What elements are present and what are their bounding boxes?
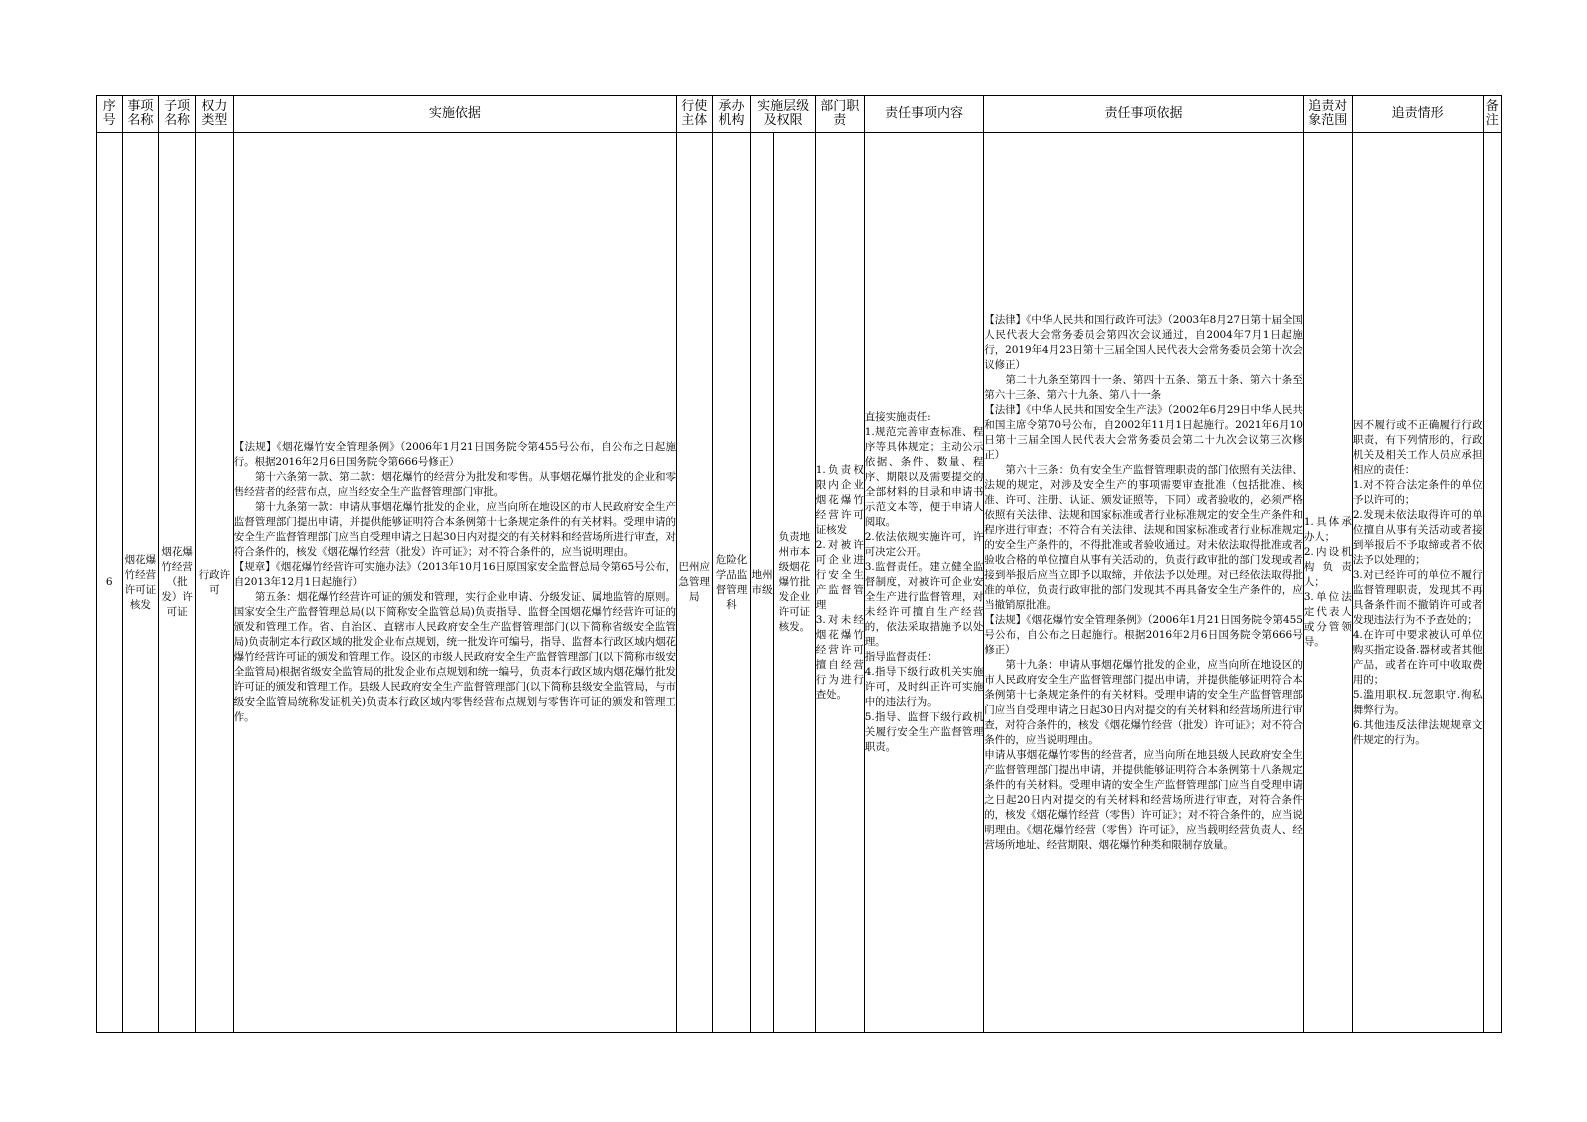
- header-accountability-scope: 追责对象范围: [1303, 96, 1352, 133]
- cell-subject: 巴州应急管理局: [676, 133, 712, 1033]
- cell-power-type: 行政许可: [196, 133, 234, 1033]
- header-resp-content: 责任事项内容: [864, 96, 983, 133]
- cell-resp-content: 直接实施责任: 1.规范完善审查标准、程序等具体规定；主动公示依据、条件、数量、程序、期限以及需要提交的全部材料的目录和申请书示范文本等，便于申请人阅取。 2.依法依规实施许可，许可决定公开。 3.监督责任。建立健全监督制度，对被许可企业安全生产进行监督管理，对未经许可擅自生产经营的，依法采取措施予以处理。 指导监督责任： 4.指导下级行政机关实施许可，及时纠正许可实施中的违法行为。 5.指导、监督下级行政机关履行安全生产监督管理职责。: [864, 133, 983, 1033]
- cell-item-name: 烟花爆竹经营许可证核发: [122, 133, 159, 1033]
- cell-basis: 【法规】《烟花爆竹安全管理条例》（2006年1月21日国务院令第455号公布，自公布之日起施行。根据2016年2月6日国务院令第666号修正） 第十六条第一款、第二款：烟花爆竹的经营分为批发和零售。从事烟花爆竹批发的企业和零售经营者的经营布点，应当经安全生产监督管理部门审批。 第十九条第一款：申请从事烟花爆竹批发的企业，应当向所在地设区的市人民政府安全生产监督管理部门提出申请，并提供能够证明符合本条例第十七条规定条件的有关材料。受理申请的安全生产监督管理部门应当自受理申请之日起30日内对提交的有关材料和经营场所进行审查，对符合条件的，核发《烟花爆竹经营（批发）许可证》；对不符合条件的，应当说明理由。 【规章】《烟花爆竹经营许可实施办法》（2013年10月16日原国家安全监督总局令第65号公布，自2013年12月1日起施行） 第五条：烟花爆竹经营许可证的颁发和管理，实行企业申请、分级发证、属地监管的原则。国家安全生产监督管理总局(以下简称安全监管总局)负责指导、监督全国烟花爆竹经营许可证的颁发和管理工作。省、自治区、直辖市人民政府安全生产监督管理部门(以下简称省级安全监管局)负责制定本行政区域的批发企业布点规划，统一批发许可编号，指导、监督本行政区域内烟花爆竹经营许可证的颁发和管理工作。设区的市级人民政府安全生产监督管理部门(以下简称市级安全监管局)根据省级安全监管局的批发企业布点规划和统一编号，负责本行政区域内烟花爆竹批发许可证的颁发和管理工作。县级人民政府安全生产监督管理部门(以下简称县级安全监管局，与市级安全监管局统称发证机关)负责本行政区域内零售经营布点规划与零售许可证的颁发和管理工作。: [233, 133, 676, 1033]
- header-resp-basis: 责任事项依据: [984, 96, 1304, 133]
- cell-resp-basis: 【法律】《中华人民共和国行政许可法》（2003年8月27日第十届全国人民代表大会常务委员会第四次会议通过，自2004年7月1日起施行，2019年4月23日第十三届全国人民代表大会常务委员会第十次会议修正） 第二十九条至第四十一条、第四十五条、第五十条、第六十条至第六十三条、第六十九条、第八十一条 【法律】《中华人民共和国安全生产法》（2002年6月29日中华人民共和国主席令第70号公布，自2002年11月1日起施行。2021年6月10日第十三届全国人民代表大会常务委员会第二十九次会议第三次修正） 第六十三条：负有安全生产监督管理职责的部门依照有关法律、法规的规定，对涉及安全生产的事项需要审查批准（包括批准、核准、许可、注册、认证、颁发证照等，下同）或者验收的，必须严格依照有关法律、法规和国家标准或者行业标准规定的安全生产条件和程序进行审查；不符合有关法律、法规和国家标准或者行业标准规定的安全生产条件的，不得批准或者验收通过。对未依法取得批准或者验收合格的单位擅自从事有关活动的，负责行政审批的部门发现或者接到举报后应当立即予以取缔，并依法予以处理。对已经依法取得批准的单位，负责行政审批的部门发现其不再具备安全生产条件的，应当撤销原批准。 【法规】《烟花爆竹安全管理条例》（2006年1月21日国务院令第455号公布，自公布之日起施行。根据2016年2月6日国务院令第666号修正） 第十九条：申请从事烟花爆竹批发的企业，应当向所在地设区的市人民政府安全生产监督管理部门提出申请，并提供能够证明符合本条例第十七条规定条件的有关材料。受理申请的安全生产监督管理部门应当自受理申请之日起30日内对提交的有关材料和经营场所进行审查，对符合条件的，核发《烟花爆竹经营（批发）许可证》；对不符合条件的，应当说明理由。 申请从事烟花爆竹零售的经营者，应当向所在地县级人民政府安全生产监督管理部门提出申请，并提供能够证明符合本条例第十八条规定条件的有关材料。受理申请的安全生产监督管理部门应当自受理申请之日起20日内对提交的有关材料和经营场所进行审查，对符合条件的，核发《烟花爆竹经营（零售）许可证》；对不符合条件的，应当说明理由。《烟花爆竹经营（零售）许可证》，应当载明经营负责人、经营场所地址、经营期限、烟花爆竹种类和限制存放量。: [984, 133, 1304, 1033]
- responsibility-table: [96, 95, 1502, 1033]
- cell-duty: 1.负责权限内企业烟花爆竹经营许可证核发 2.对被许可企业进行安全生产监督管理 3.对未经烟花爆竹经营许可擅自经营行为进行查处。: [815, 133, 864, 1033]
- header-duty: 部门职责: [815, 96, 864, 133]
- header-remark: 备注: [1483, 96, 1502, 133]
- header-level: 实施层级及权限: [751, 96, 815, 133]
- cell-undertaking: 危险化学品监督管理科: [712, 133, 751, 1033]
- cell-accountability-cases: 因不履行或不正确履行行政职责，有下列情形的，行政机关及相关工作人员应承担相应的责任： 1.对不符合法定条件的单位予以许可的； 2.发现未依法取得许可的单位擅自从事有关活动或者接到举报后不予取缔或者不依法予以处理的； 3.对已经许可的单位不履行监督管理职责，发现其不再具备条件而不撤销许可或者发现违法行为不予查处的； 4.在许可中要求被认可单位购买指定设备.器材或者其他产品，或者在许可中收取费用的； 5.滥用职权.玩忽职守.徇私舞弊行为。 6.其他违反法律法规规章文件规定的行为。: [1352, 133, 1483, 1033]
- cell-seq: 6: [97, 133, 123, 1033]
- header-power-type: 权力类型: [196, 96, 234, 133]
- cell-level-b: 负责地州市本级烟花爆竹批发企业许可证核发。: [773, 133, 815, 1033]
- header-seq: 序号: [97, 96, 123, 133]
- header-basis: 实施依据: [233, 96, 676, 133]
- table-row: [97, 133, 1502, 1033]
- cell-level-a: 地州市级: [751, 133, 773, 1033]
- header-accountability-cases: 追责情形: [1352, 96, 1483, 133]
- header-sub-item: 子项名称: [159, 96, 196, 133]
- cell-remark: [1483, 133, 1502, 1033]
- cell-sub-item: 烟花爆竹经营（批发）许可证: [159, 133, 196, 1033]
- header-undertaking: 承办机构: [712, 96, 751, 133]
- table-header-row: [97, 96, 1502, 133]
- header-item-name: 事项名称: [122, 96, 159, 133]
- header-subject: 行使主体: [676, 96, 712, 133]
- cell-accountability-scope: 1.具体承办人； 2.内设机构负责人； 3.单位法定代表人或分管领导。: [1303, 133, 1352, 1033]
